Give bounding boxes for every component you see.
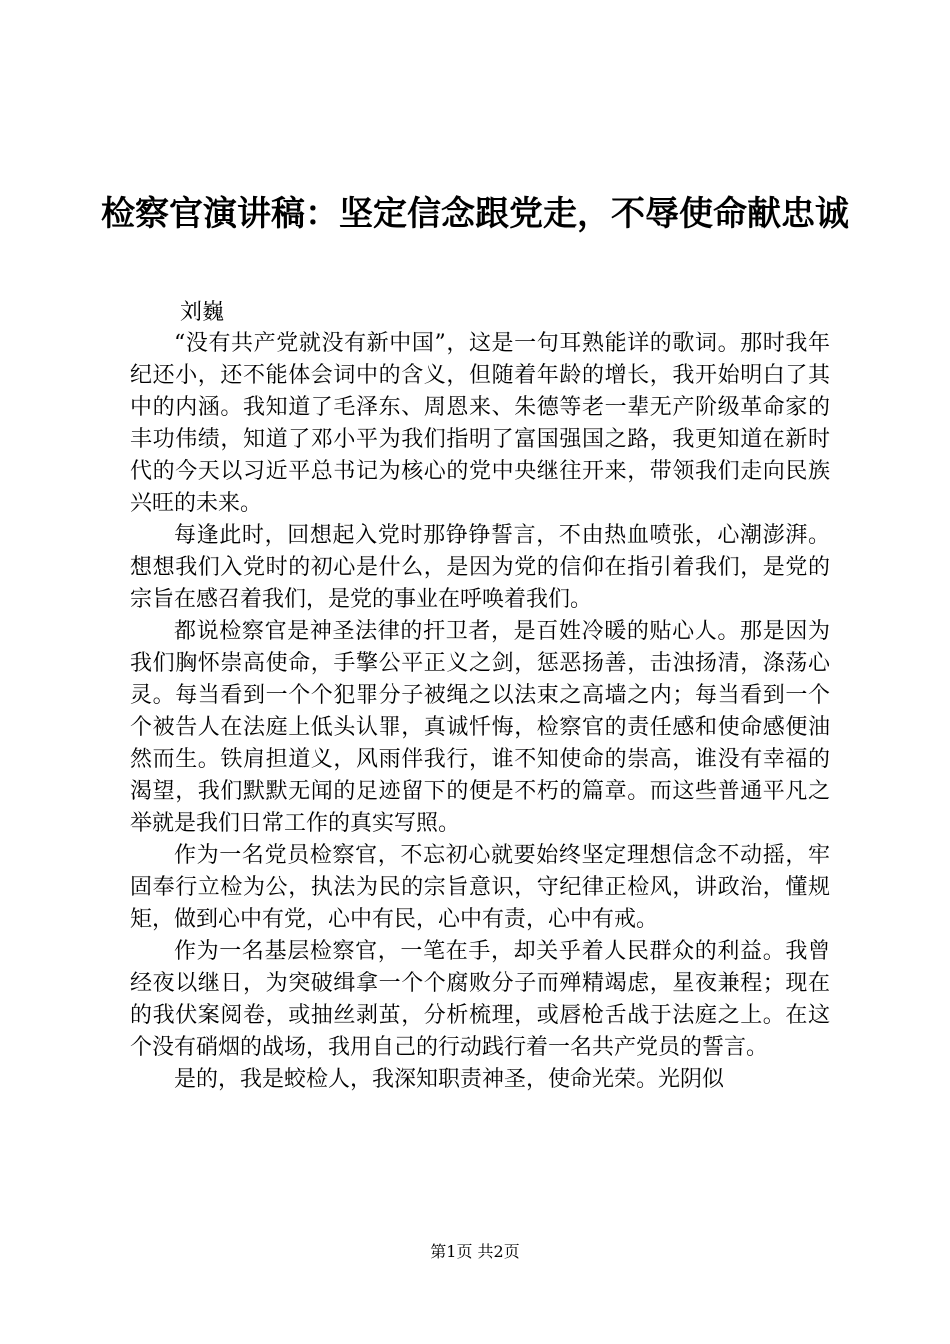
- document-body: [130, 328, 830, 1096]
- paragraph: 是的，我是蛟检人，我深知职责神圣，使命光荣。光阴似: [174, 1067, 725, 1092]
- paragraph: 都说检察官是神圣法律的扞卫者，是百姓冷暖的贴心人。那是因为我们胸怀崇高使命，手擎公平正义之剑，惩恶扬善，击浊扬清，涤荡心灵。每当看到一个个犯罪分子被绳之以法束之高墙之内；每当看到一个个被告人在法庭上低头认罪，真诚忏悔，检察官的责任感和使命感便油然而生。铁肩担道义，风雨伴我行，谁不知使命的崇高，谁没有幸福的渴望，我们默默无闻的足迹留下的便是不朽的篇章。而这些普通平凡之举就是我们日常工作的真实写照。: [130, 619, 830, 836]
- document-title: 检察官演讲稿：坚定信念跟党走，不辱使命献忠诚: [101, 194, 849, 234]
- author-name: 刘巍: [180, 300, 225, 325]
- page-footer: 第1页 共2页: [430, 1242, 520, 1261]
- paragraph: 作为一名党员检察官，不忘初心就要始终坚定理想信念不动摇，牢固奉行立检为公，执法为民的宗旨意识，守纪律正检风，讲政治，懂规矩，做到心中有党，心中有民，心中有责，心中有戒。: [130, 843, 830, 932]
- paragraph: 每逢此时，回想起入党时那铮铮誓言，不由热血喷张，心潮澎湃。想想我们入党时的初心是什么，是因为党的信仰在指引着我们，是党的宗旨在感召着我们，是党的事业在呼唤着我们。: [130, 523, 830, 612]
- paragraph: 作为一名基层检察官，一笔在手，却关乎着人民群众的利益。我曾经夜以继日，为突破缉拿一个个腐败分子而殚精竭虑，星夜兼程；现在的我伏案阅卷，或抽丝剥茧，分析梳理，或唇枪舌战于法庭之上。在这个没有硝烟的战场，我用自己的行动践行着一名共产党员的誓言。: [130, 939, 830, 1060]
- paragraph: “没有共产党就没有新中国”，这是一句耳熟能详的歌词。那时我年纪还小，还不能体会词中的含义，但随着年龄的增长，我开始明白了其中的内涵。我知道了毛泽东、周恩来、朱德等老一辈无产阶级革命家的丰功伟绩，知道了邓小平为我们指明了富国强国之路，我更知道在新时代的今天以习近平总书记为核心的党中央继往开来，带领我们走向民族兴旺的未来。: [130, 331, 830, 516]
